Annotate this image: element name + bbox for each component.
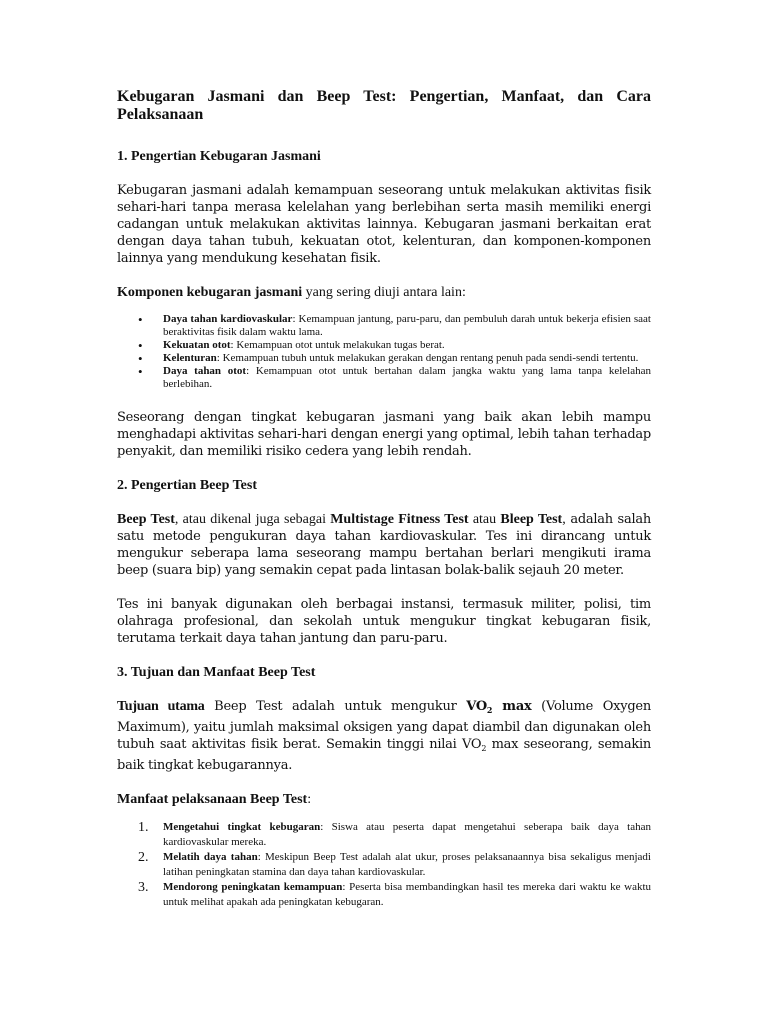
- manfaat-intro: [117, 791, 651, 808]
- text-span: ,: [562, 512, 566, 527]
- list-item: [117, 352, 651, 365]
- vo2-bold: [466, 699, 531, 714]
- list-number: 3.: [138, 880, 149, 895]
- list-item-text: : Siswa atau peserta dapat mengetahui seberapa baik daya tahan kardiovaskular mereka.: [163, 821, 651, 848]
- list-item-bold: Kelenturan: [163, 352, 217, 364]
- section-2-paragraph-1: [117, 511, 651, 579]
- bullet-icon: •: [138, 351, 143, 366]
- text-span: (Volume Oxygen Maximum), yaitu jumlah maksimal oksigen yang dapat diambil dan digunakan oleh tubuh saat aktivitas fisik berat. Semakin tinggi nilai VO: [117, 699, 651, 752]
- components-intro-text: yang sering diuji antara lain:: [302, 285, 466, 300]
- section-1-paragraph: Kebugaran jasmani adalah kemampuan seseorang untuk melakukan aktivitas fisik sehari-hari tanpa merasa kelelahan yang berlebihan serta masih memiliki energi cadangan untuk melakukan aktivitas lainnya. Kebugaran jasmani berkaitan erat dengan daya tahan tubuh, kekuatan otot, kelenturan, dan komponen-komponen lainnya yang mendukung kesehatan fisik.: [117, 183, 651, 266]
- section-2-paragraph-2: Tes ini banyak digunakan oleh berbagai instansi, termasuk militer, polisi, tim olahraga profesional, dan sekolah untuk mengukur tingkat kebugaran fisik, terutama terkait daya tahan jantung dan paru-paru.: [117, 597, 651, 646]
- list-item: [117, 880, 651, 910]
- list-item-bold: Daya tahan kardiovaskular: [163, 313, 293, 325]
- section-3-paragraph: [117, 698, 651, 774]
- components-list: [117, 313, 651, 391]
- max-text: max: [492, 699, 532, 714]
- tujuan-utama-bold: Tujuan utama: [117, 699, 205, 714]
- multistage-bold: Multistage Fitness Test: [330, 512, 469, 527]
- list-item-bold: Melatih daya tahan: [163, 851, 258, 863]
- components-intro: [117, 284, 651, 301]
- components-intro-bold: Komponen kebugaran jasmani: [117, 285, 303, 300]
- section-1-heading: 1. Pengertian Kebugaran Jasmani: [117, 149, 321, 164]
- text-span: atau: [468, 512, 501, 527]
- list-item-text: : Kemampuan jantung, paru-paru, dan pembuluh darah untuk bekerja efisien saat beraktivitas fisik dalam waktu lama.: [163, 313, 651, 338]
- bullet-icon: •: [138, 364, 143, 379]
- text-span: :: [307, 792, 312, 807]
- list-item: [117, 313, 651, 339]
- section-3-heading: 3. Tujuan dan Manfaat Beep Test: [117, 665, 316, 680]
- list-item-text: : Kemampuan tubuh untuk melakukan gerakan dengan rentang penuh pada sendi-sendi tertentu.: [216, 352, 639, 364]
- list-item-text: : Kemampuan otot untuk bertahan dalam jangka waktu yang lama tanpa kelelahan berlebihan.: [163, 365, 651, 390]
- list-item: [117, 850, 651, 880]
- document-title: Kebugaran Jasmani dan Beep Test: Pengertian, Manfaat, dan Cara Pelaksanaan: [117, 88, 651, 123]
- list-number: 1.: [138, 820, 149, 835]
- section-2-paragraph-1-rest: adalah salah satu metode pengukuran daya tahan kardiovaskular. Tes ini dirancang untuk mengukur seberapa lama seseorang mampu bertahan berlari mengikuti irama beep (suara bip) yang semakin cepat pada lintasan bolak-balik sejauh 20 meter.: [117, 512, 652, 578]
- bleep-test-bold: Bleep Test: [500, 512, 563, 527]
- list-number: 2.: [138, 850, 149, 865]
- manfaat-intro-bold: Manfaat pelaksanaan Beep Test: [117, 792, 308, 807]
- text-span: max seseorang, semakin baik tingkat kebugarannya.: [117, 737, 651, 773]
- list-item-text: : Kemampuan otot untuk melakukan tugas berat.: [230, 339, 445, 351]
- list-item-text: : Meskipun Beep Test adalah alat ukur, proses pelaksanaannya bisa sekaligus menjadi latihan peningkatan stamina dan daya tahan kardiovaskular.: [163, 851, 651, 878]
- manfaat-list: [117, 820, 651, 910]
- list-item-bold: Daya tahan otot: [163, 365, 247, 377]
- list-item-bold: Kekuatan otot: [163, 339, 231, 351]
- vo-text: VO: [466, 699, 487, 714]
- text-span: Beep Test adalah untuk mengukur: [204, 699, 467, 714]
- section-1-closing: Seseorang dengan tingkat kebugaran jasmani yang baik akan lebih mampu menghadapi aktivitas sehari-hari dengan energi yang optimal, lebih tahan terhadap penyakit, dan memiliki risiko cedera yang lebih rendah.: [117, 410, 651, 459]
- vo-subscript: 2: [486, 705, 493, 715]
- list-item-text: : Peserta bisa membandingkan hasil tes mereka dari waktu ke waktu untuk melihat apakah ada peningkatan kebugaran.: [163, 881, 652, 908]
- vo-subscript-2: 2: [481, 744, 487, 753]
- list-item: [117, 339, 651, 352]
- bullet-icon: •: [138, 312, 143, 327]
- document-page: [117, 86, 651, 910]
- list-item-bold: Mendorong peningkatan kemampuan: [163, 881, 343, 893]
- list-item: [117, 365, 651, 391]
- section-2-heading: 2. Pengertian Beep Test: [117, 478, 257, 493]
- bullet-icon: •: [138, 338, 143, 353]
- text-span: , atau dikenal juga sebagai: [174, 512, 331, 527]
- beep-test-bold: Beep Test: [117, 512, 175, 527]
- list-item: [117, 820, 651, 850]
- list-item-bold: Mengetahui tingkat kebugaran: [163, 821, 321, 833]
